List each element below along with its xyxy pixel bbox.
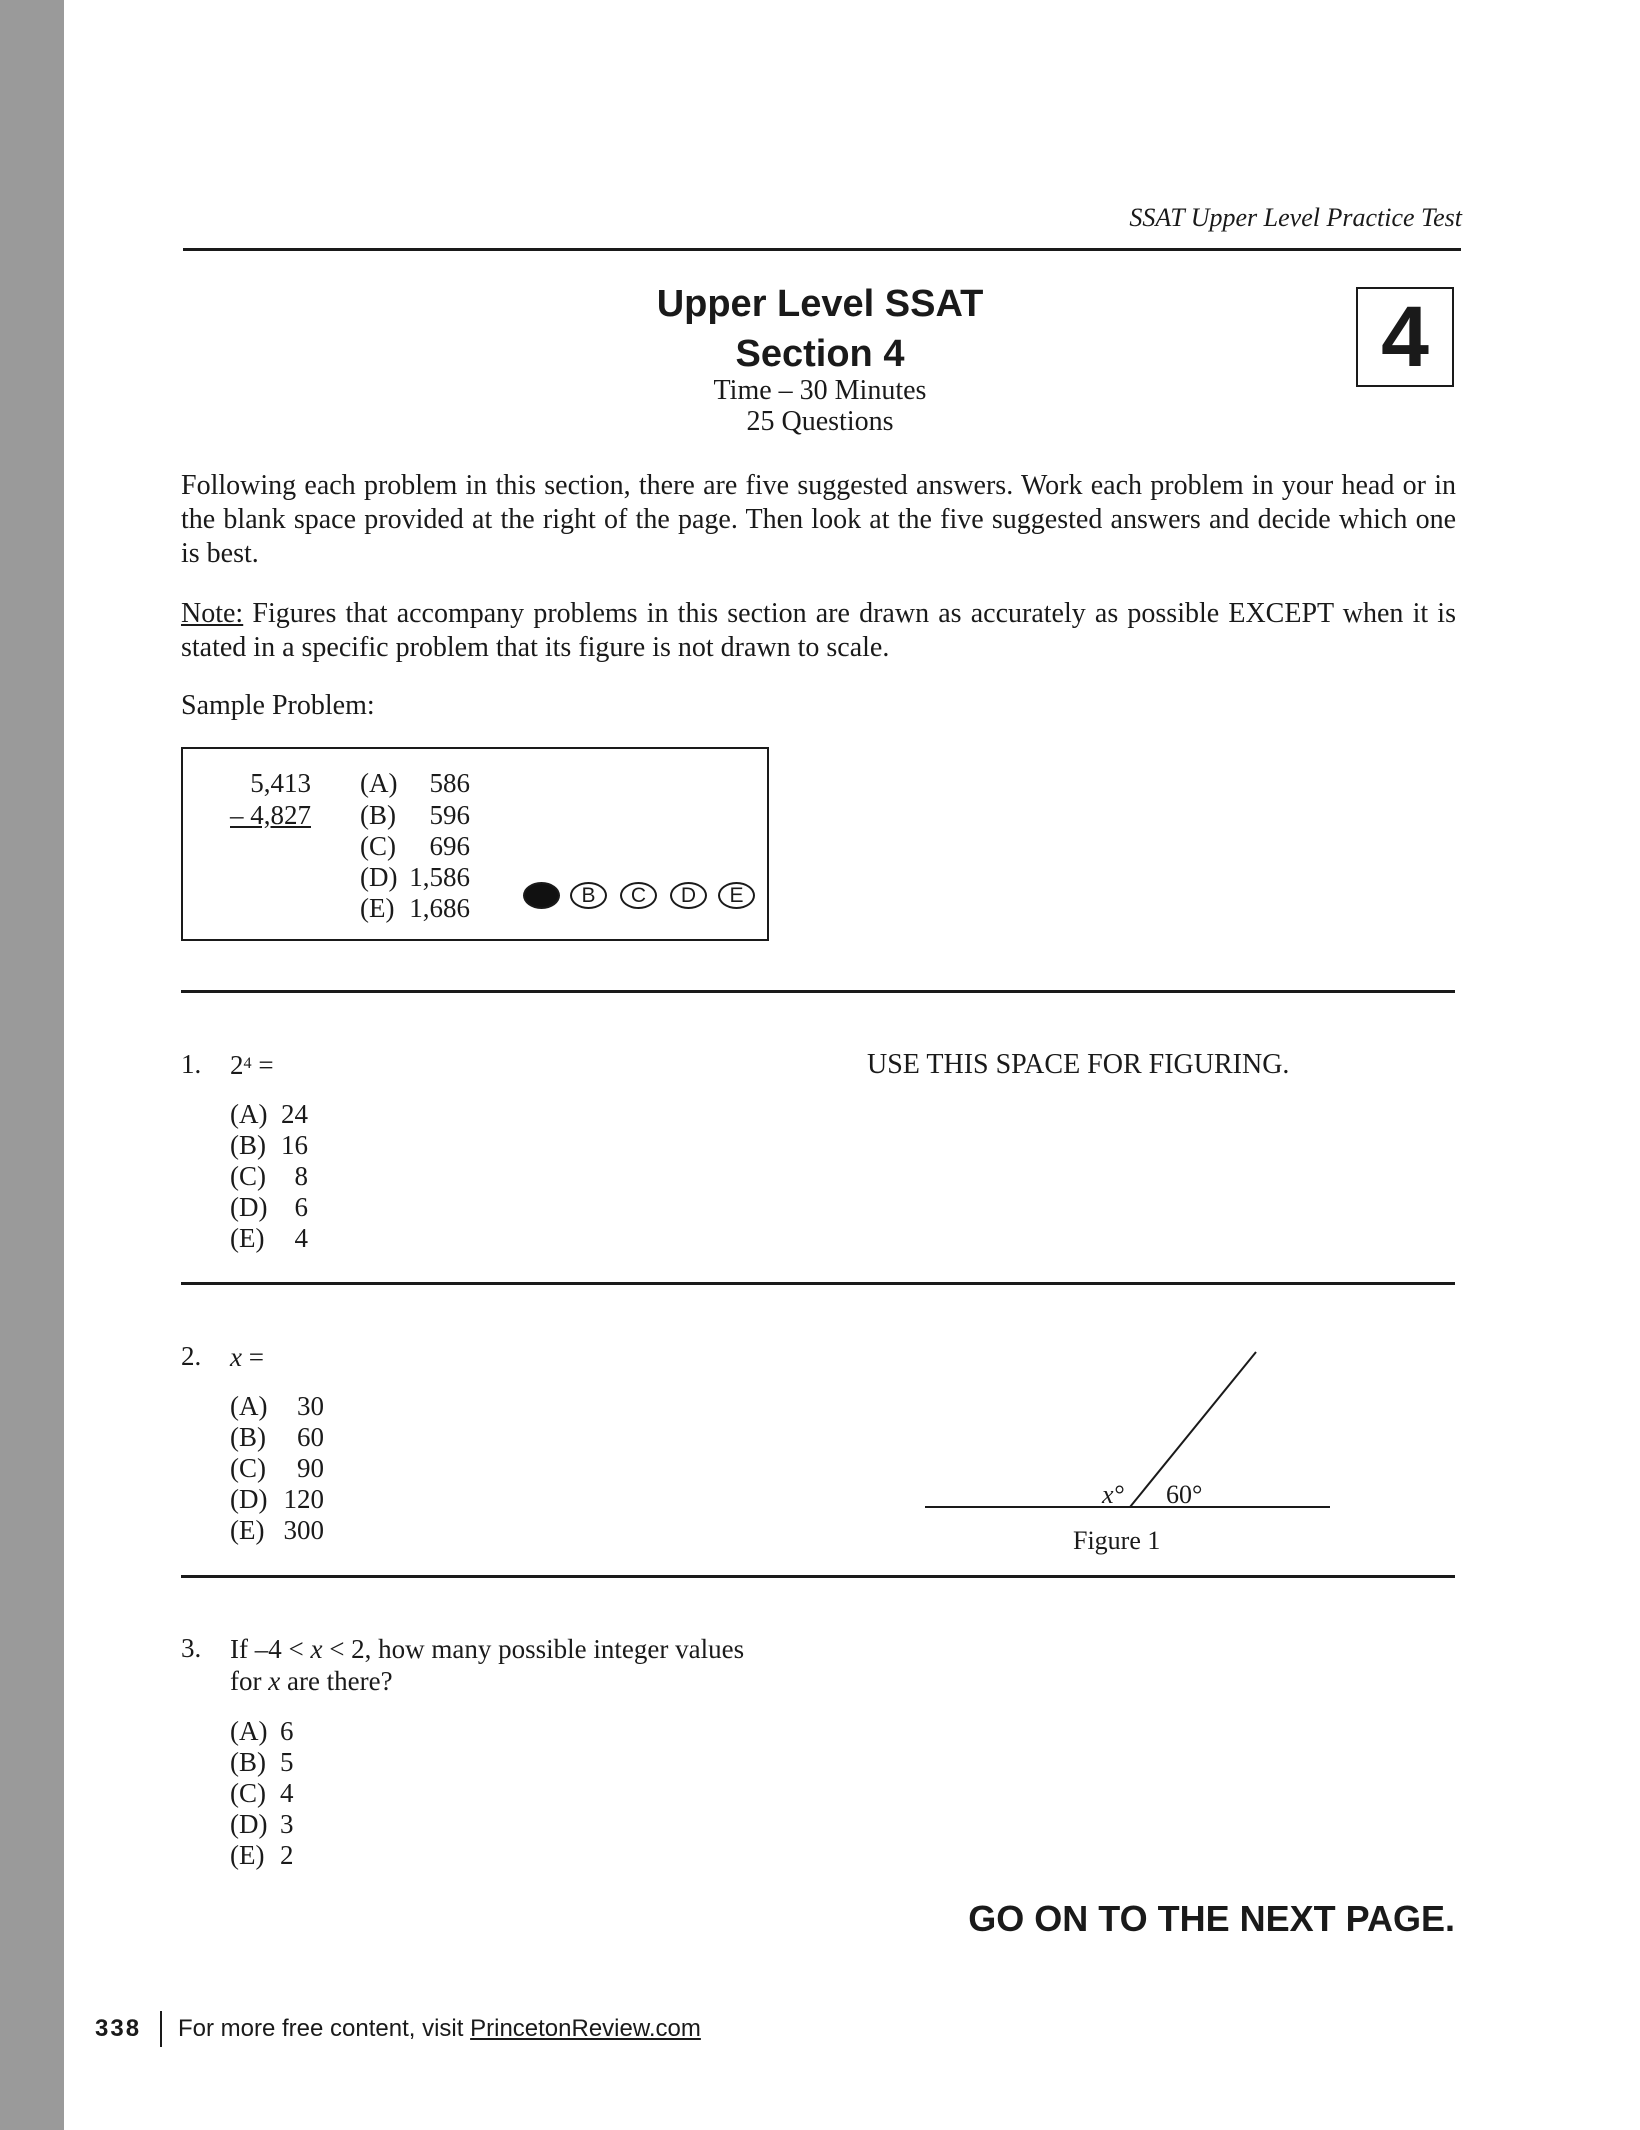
variable-x: x <box>310 1634 323 1664</box>
princeton-review-link[interactable]: PrincetonReview.com <box>470 2015 701 2042</box>
answer-choice <box>230 1192 308 1223</box>
choice-label: (D) <box>230 1809 268 1839</box>
go-on-next-page: GO ON TO THE NEXT PAGE. <box>968 1898 1455 1939</box>
choice-value: 120 <box>283 1484 324 1514</box>
question-count: 25 Questions <box>746 406 894 437</box>
answer-bubble-c: C <box>620 882 657 909</box>
figure-caption: Figure 1 <box>1073 1526 1161 1555</box>
answer-choice <box>230 1130 308 1161</box>
power-exponent: 4 <box>243 1054 252 1072</box>
page-title: Upper Level SSAT <box>656 283 984 325</box>
section-number-box: 4 <box>1356 287 1454 387</box>
choice-label: (A) <box>230 1391 268 1421</box>
running-head: SSAT Upper Level Practice Test <box>1129 203 1462 232</box>
question-text <box>230 1049 274 1081</box>
page-number: 338 <box>95 2015 142 2042</box>
text-fragment: are there? <box>280 1666 393 1696</box>
choice-value: 1,586 <box>409 862 470 892</box>
choice-value: 300 <box>283 1515 324 1545</box>
choice-label: (C) <box>230 1161 266 1191</box>
answer-choice <box>230 1422 324 1453</box>
question-number: 3. <box>181 1633 202 1663</box>
answer-choice <box>230 1515 324 1546</box>
choice-value: 4 <box>280 1778 294 1808</box>
sample-choice <box>360 862 470 893</box>
choice-value: 8 <box>294 1161 308 1191</box>
variable-x: x <box>268 1666 281 1696</box>
choice-value: 3 <box>280 1809 294 1839</box>
choice-label: (D) <box>360 862 398 892</box>
angle-60-label: 60° <box>1166 1480 1203 1509</box>
question-text <box>230 1341 264 1373</box>
choice-label: (B) <box>230 1747 266 1777</box>
question-text-line2 <box>230 1665 393 1697</box>
choice-label: (D) <box>230 1484 268 1514</box>
answer-bubble-a-filled <box>523 882 560 909</box>
choice-label: (E) <box>230 1515 265 1545</box>
time-limit: Time – 30 Minutes <box>713 375 927 406</box>
answer-choice <box>230 1716 294 1747</box>
answer-bubble-b: B <box>570 882 607 909</box>
text-fragment: If –4 < <box>230 1634 311 1664</box>
figuring-space-label: USE THIS SPACE FOR FIGURING. <box>867 1049 1290 1080</box>
choice-value: 596 <box>429 800 470 830</box>
sample-choice <box>360 768 470 799</box>
choice-value: 24 <box>281 1099 308 1129</box>
question-number: 2. <box>181 1341 202 1371</box>
question-divider <box>181 1282 1455 1285</box>
choice-value: 1,686 <box>409 893 470 923</box>
directions-text: Following each problem in this section, there are five suggested answers. Work each problem in your head or in the blank space provided at the right of the page. Then look at the five suggested answers and decide which one is best. <box>181 470 1456 569</box>
choice-value: 6 <box>280 1716 294 1746</box>
question-text-line1 <box>230 1633 744 1665</box>
sample-choice <box>360 831 470 862</box>
choice-label: (C) <box>230 1453 266 1483</box>
question-number: 1. <box>181 1049 202 1079</box>
choice-label: (A) <box>360 768 398 798</box>
choice-value: 30 <box>297 1391 324 1421</box>
choice-label: (D) <box>230 1192 268 1222</box>
choice-label: (C) <box>230 1778 266 1808</box>
section-divider <box>181 990 1455 993</box>
answer-choice <box>230 1747 294 1778</box>
answer-choice <box>230 1099 308 1130</box>
choice-label: (B) <box>230 1422 266 1452</box>
choice-value: 60 <box>297 1422 324 1452</box>
choice-label: (A) <box>230 1099 268 1129</box>
choice-value: 586 <box>429 768 470 798</box>
choice-label: (E) <box>230 1840 265 1870</box>
answer-choice <box>230 1809 294 1840</box>
answer-bubble-e: E <box>718 882 755 909</box>
power-base: 2 <box>230 1050 244 1080</box>
choice-label: (E) <box>230 1223 265 1253</box>
footer-divider <box>160 2011 162 2047</box>
note-body: Figures that accompany problems in this section are drawn as accurately as possible EXCEPT when it is stated in a specific problem that its figure is not drawn to scale. <box>181 598 1456 663</box>
choice-value: 2 <box>280 1840 294 1870</box>
choice-value: 5 <box>280 1747 294 1777</box>
footer-caption: For more free content, visit <box>178 2015 471 2042</box>
note-text <box>181 597 1456 665</box>
choice-label: (C) <box>360 831 396 861</box>
answer-choice <box>230 1778 294 1809</box>
note-label: Note: <box>181 598 244 629</box>
choice-label: (B) <box>230 1130 266 1160</box>
choice-label: (B) <box>360 800 396 830</box>
angle-x-label: x° <box>1102 1480 1124 1509</box>
variable-x: x <box>230 1342 242 1372</box>
question-divider <box>181 1575 1455 1578</box>
choice-label: (A) <box>230 1716 268 1746</box>
sample-minuend: 5,413 <box>250 768 311 798</box>
footer-text <box>178 2015 701 2043</box>
angle-figure <box>920 1345 1340 1515</box>
choice-value: 90 <box>297 1453 324 1483</box>
answer-choice <box>230 1484 324 1515</box>
choice-value: 6 <box>294 1192 308 1222</box>
section-title: Section 4 <box>735 333 905 375</box>
answer-bubble-d: D <box>670 882 707 909</box>
sample-label: Sample Problem: <box>181 690 375 721</box>
header-rule <box>183 248 1461 251</box>
answer-choice <box>230 1391 324 1422</box>
sample-choice <box>360 893 470 924</box>
choice-value: 696 <box>429 831 470 861</box>
sample-subtrahend: – 4,827 <box>230 800 311 830</box>
text-fragment: for <box>230 1666 269 1696</box>
equals: = <box>241 1342 264 1372</box>
equals: = <box>251 1050 274 1080</box>
answer-choice <box>230 1161 308 1192</box>
answer-choice <box>230 1453 324 1484</box>
choice-value: 16 <box>281 1130 308 1160</box>
answer-choice <box>230 1223 308 1254</box>
sample-choice <box>360 800 470 831</box>
choice-label: (E) <box>360 893 395 923</box>
text-fragment: < 2, how many possible integer values <box>322 1634 745 1664</box>
answer-choice <box>230 1840 294 1871</box>
choice-value: 4 <box>294 1223 308 1253</box>
